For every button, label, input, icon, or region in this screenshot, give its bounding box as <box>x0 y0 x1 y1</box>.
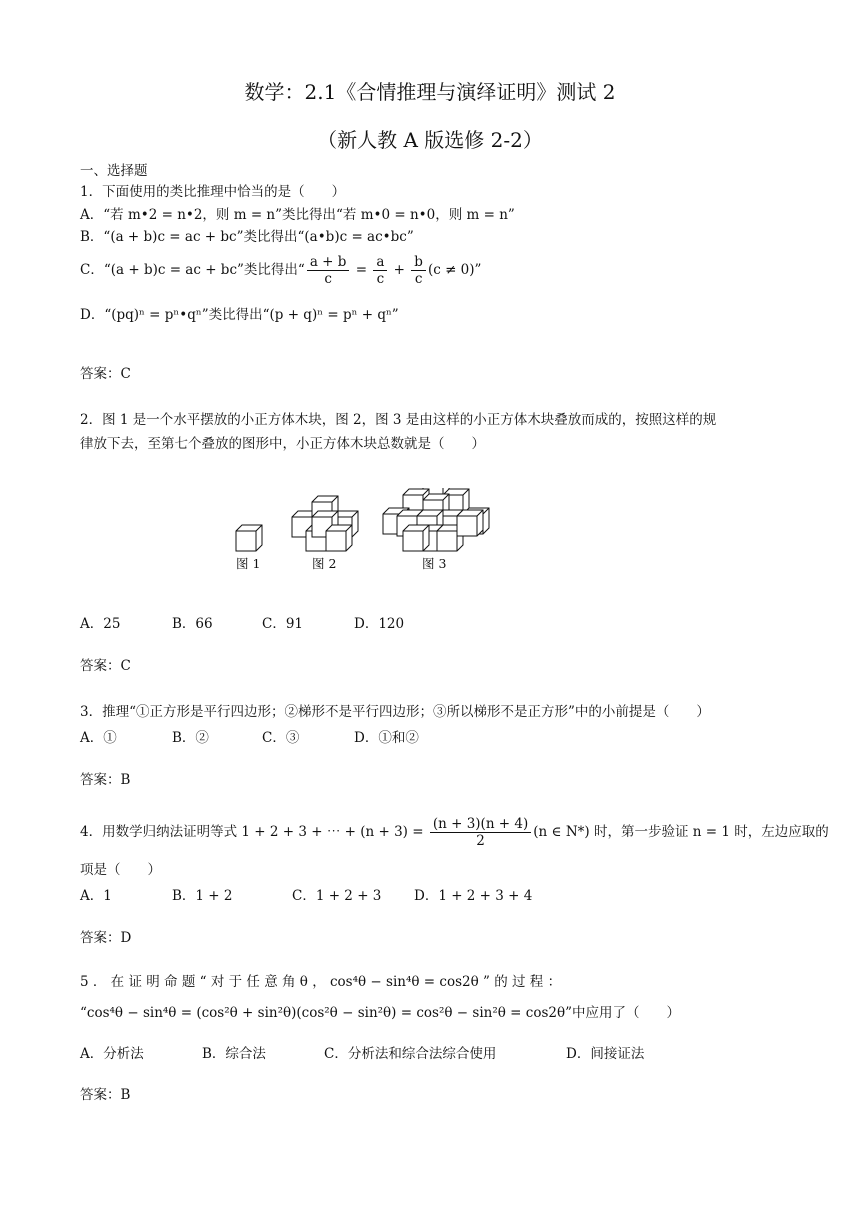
q1-fraction-1 <box>307 254 350 287</box>
figure-2-caption: 图 2 <box>312 556 337 571</box>
q5-option-d: D．间接证法 <box>566 1046 645 1062</box>
q2-stem-line2: 律放下去，至第七个叠放的图形中，小正方体木块总数就是（ ） <box>80 436 485 452</box>
q5-stem-line1: 5 ． 在 证 明 命 题 “ 对 于 任 意 角 θ ， cos⁴θ − sin⁴θ = cos2θ ” 的 过 程 ： <box>80 974 562 990</box>
q1-option-c: C．“(a + b)c = ac + bc”类比得出“ $\frac{a + b}{c}$ = $\frac{a}{c}$ + $\frac{b}{c}$ (c ≠ 0)” <box>80 254 482 287</box>
q4-stem-line2: 项是（ ） <box>80 862 161 878</box>
q4-stem-line1 <box>80 814 829 850</box>
q1-option-b: B．“(a + b)c = ac + bc”类比得出“(a•b)c = ac•bc” <box>80 229 414 245</box>
q4-fraction-num: (n + 3)(n + 4) <box>430 816 531 833</box>
q3-option-d: D．①和② <box>354 730 419 746</box>
q5-stem-line2: “cos⁴θ − sin⁴θ = (cos²θ + sin²θ)(cos²θ − sin²θ) = cos²θ − sin²θ = cos2θ”中应用了（ ） <box>80 1005 681 1021</box>
q1-option-d: D．“(pq)ⁿ = pⁿ•qⁿ”类比得出“(p + q)ⁿ = pⁿ + qⁿ” <box>80 307 399 323</box>
q1-fraction-3-den: c <box>414 271 423 287</box>
section-heading: 一、选择题 <box>80 163 148 179</box>
q1-fraction-2 <box>373 254 387 287</box>
q3-option-b: B．② <box>172 730 209 746</box>
q5-option-a: A．分析法 <box>80 1046 144 1062</box>
q4-answer: 答案：D <box>80 930 132 946</box>
figure-1-caption: 图 1 <box>236 556 261 571</box>
q4-fraction <box>430 816 531 849</box>
page-title: 数学：2.1《合情推理与演绎证明》测试 2 <box>244 80 616 104</box>
q1-fraction-1-num: a + b <box>307 254 350 271</box>
page-subtitle: （新人教 A 版选修 2-2） <box>317 128 543 152</box>
q2-option-c: C．91 <box>262 616 304 632</box>
q4-stem-prefix: 4．用数学归纳法证明等式 1 + 2 + 3 + ⋯ + (n + 3) = <box>80 824 428 840</box>
q3-stem: 3．推理“①正方形是平行四边形；②梯形不是平行四边形；③所以梯形不是正方形”中的小前提是（ ） <box>80 704 710 720</box>
q1-fraction-1-den: c <box>324 271 332 287</box>
cube-stacks-illustration <box>228 488 528 578</box>
q4-option-c: C．1 + 2 + 3 <box>292 888 382 904</box>
q4-option-d: D．1 + 2 + 3 + 4 <box>414 888 533 904</box>
q4-fraction-den: 2 <box>476 833 485 849</box>
q1-fraction-3 <box>411 254 426 287</box>
q2-stem-line1: 2．图 1 是一个水平摆放的小正方体木块，图 2，图 3 是由这样的小正方体木块叠放而成的，按照这样的规 <box>80 412 717 428</box>
q2-option-b: B．66 <box>172 616 213 632</box>
q4-option-a: A．1 <box>80 888 112 904</box>
q3-option-a: A．① <box>80 730 117 746</box>
cube-stack-figure <box>228 488 528 582</box>
q1-option-c-suffix: (c ≠ 0)” <box>427 262 482 278</box>
q1-fraction-2-den: c <box>376 271 385 287</box>
q1-fraction-3-num: b <box>411 254 426 271</box>
q2-answer: 答案：C <box>80 658 131 674</box>
q2-option-d: D．120 <box>354 616 405 632</box>
q5-option-c: C．分析法和综合法综合使用 <box>324 1046 497 1062</box>
q5-answer: 答案：B <box>80 1087 131 1103</box>
figure-3-caption: 图 3 <box>422 556 447 571</box>
q1-option-a: A．“若 m•2 = n•2，则 m = n”类比得出“若 m•0 = n•0，则 m = n” <box>80 207 515 223</box>
q3-option-c: C．③ <box>262 730 300 746</box>
q2-option-a: A．25 <box>80 616 121 632</box>
q1-fraction-2-num: a <box>373 254 387 271</box>
q1-answer: 答案：C <box>80 366 131 382</box>
q3-answer: 答案：B <box>80 772 131 788</box>
q5-option-b: B．综合法 <box>202 1046 266 1062</box>
q4-stem-suffix: (n ∈ N*) 时，第一步验证 n = 1 时，左边应取的 <box>533 824 829 840</box>
q4-option-b: B．1 + 2 <box>172 888 233 904</box>
q1-stem: 1．下面使用的类比推理中恰当的是（ ） <box>80 184 346 200</box>
q1-option-c-prefix: C．“(a + b)c = ac + bc”类比得出“ <box>80 262 305 278</box>
